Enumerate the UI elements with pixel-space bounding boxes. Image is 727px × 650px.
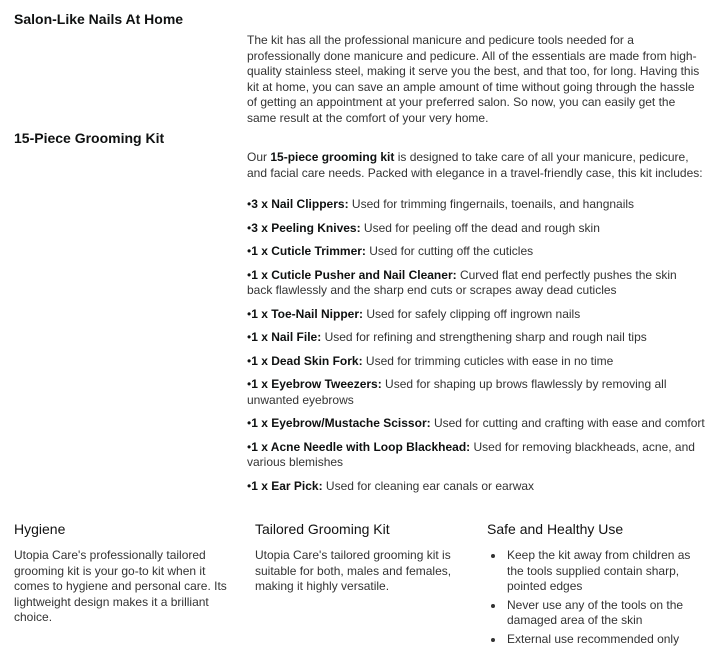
kit-item-label: 1 x Eyebrow Tweezers: [251, 377, 382, 391]
kit-item-desc: Used for peeling off the dead and rough skin [360, 220, 600, 235]
info-column-hygiene [14, 519, 255, 650]
kit-item-desc: Used for cleaning ear canals or earwax [322, 478, 535, 493]
kit-item-label: 1 x Cuticle Pusher and Nail Cleaner: [251, 267, 457, 282]
description-row-salon-like-nails [0, 10, 727, 126]
kit-item-desc: Used for safely clipping off ingrown nails [363, 306, 581, 321]
section-heading: Salon-Like Nails At Home [14, 11, 184, 27]
column-heading: Hygiene [14, 521, 66, 537]
kit-item [247, 330, 705, 346]
kit-item-desc: Used for cutting and crafting with ease and comfort [430, 416, 705, 430]
kit-item [247, 307, 705, 323]
kit-item-desc: Used for trimming fingernails, toenails, and hangnails [348, 197, 635, 211]
kit-item [247, 416, 705, 432]
info-column-tailored-kit [255, 519, 487, 650]
product-description-section [0, 10, 727, 650]
row-heading-cell [0, 129, 247, 502]
column-text: Utopia Care's tailored grooming kit is suitable for both, males and females, making it highly versatile. [255, 548, 452, 593]
kit-item-desc: Used for cutting off the cuticles [365, 244, 534, 258]
kit-item-desc: Used for trimming cuticles with ease in no time [362, 353, 614, 368]
kit-item-label: 1 x Dead Skin Fork: [251, 353, 363, 368]
kit-item [247, 440, 705, 471]
kit-item [247, 268, 705, 299]
safety-bullet-list [487, 548, 709, 647]
kit-item-label: 1 x Eyebrow/Mustache Scissor: [251, 416, 431, 430]
section-paragraph: The kit has all the professional manicure and pedicure tools needed for a professionally done manicure and pedicure. All of the essentials are made from high-quality stainless steel, making it serve you the best, and that too, for long. Having this kit at home, you can save an ample amount of time without going through the hassle of getting an appointment at your preferred salon. So now, you can easily get the same result at the comfort of your very home. [247, 33, 700, 125]
row-content-cell [247, 129, 727, 502]
kit-item [247, 244, 705, 260]
kit-item-label: 1 x Ear Pick: [251, 478, 323, 493]
info-column-safe-use [487, 519, 727, 650]
kit-intro-suffix: is designed to take care of all your manicure, pedicure, and facial care needs. Packed with elegance in a travel-friendly case, this kit includes: [247, 150, 703, 180]
kit-intro-bold: 15-piece grooming kit [270, 150, 395, 164]
kit-item [247, 354, 705, 370]
kit-item-label: 1 x Toe-Nail Nipper: [251, 306, 363, 321]
kit-item [247, 377, 705, 408]
kit-items-list [247, 197, 705, 494]
kit-item-desc: Used for removing blackheads, acne, and various blemishes [247, 439, 695, 469]
kit-item-label: 1 x Cuticle Trimmer: [251, 244, 366, 258]
kit-item-label: 3 x Peeling Knives: [251, 220, 361, 235]
row-content-cell [247, 10, 727, 126]
column-text: Utopia Care's professionally tailored grooming kit is your go-to kit when it comes to hygiene and personal care. Its lightweight design makes it a brilliant choice. [14, 548, 227, 624]
section-heading: 15-Piece Grooming Kit [14, 130, 165, 146]
kit-item [247, 197, 705, 213]
kit-item [247, 479, 705, 495]
safety-bullet: • Never use any of the tools on the damaged area of the skin [505, 598, 709, 629]
kit-item-label: 3 x Nail Clippers: [251, 197, 349, 211]
kit-intro [247, 150, 705, 181]
kit-item [247, 221, 705, 237]
kit-item-desc: Used for shaping up brows flawlessly by removing all unwanted eyebrows [247, 377, 667, 407]
column-heading: Tailored Grooming Kit [255, 521, 390, 537]
description-row-grooming-kit [0, 129, 727, 502]
kit-intro-prefix: Our [247, 150, 271, 164]
column-heading: Safe and Healthy Use [487, 521, 624, 537]
safety-bullet: • External use recommended only [505, 632, 709, 648]
kit-item-desc: Used for refining and strengthening sharp and rough nail tips [321, 330, 647, 344]
kit-item-label: 1 x Acne Needle with Loop Blackhead: [251, 439, 471, 454]
row-heading-cell [0, 10, 247, 126]
kit-item-desc: Curved flat end perfectly pushes the skin back flawlessly and the sharp end cuts or scrapes away dead cuticles [247, 267, 677, 297]
info-columns-row [0, 519, 727, 650]
safety-bullet: • Keep the kit away from children as the tools supplied contain sharp, pointed edges [505, 548, 709, 595]
kit-item-label: 1 x Nail File: [251, 330, 322, 344]
